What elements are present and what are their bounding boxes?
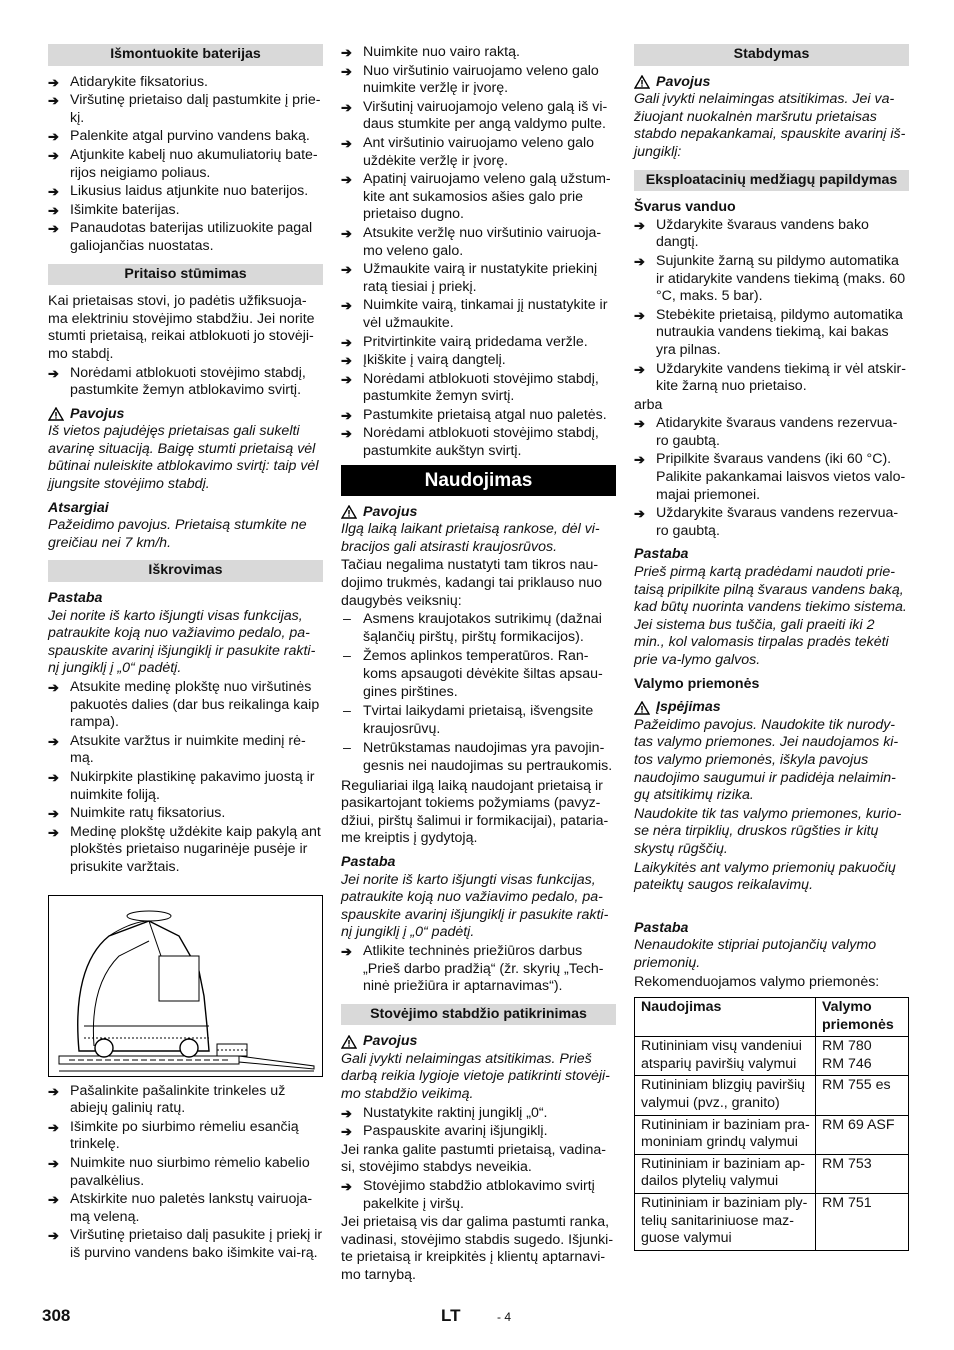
- note-text: Jei norite iš karto išjungti visas funkcijas, patraukite koją nuo važiavimo pedalo, pa-spauskite avarinį išjungiklį ir pasukite rakti-nį jungiklį į „0“ padėtį.: [341, 871, 609, 941]
- page-suffix-text: - 4: [497, 1310, 512, 1324]
- fresh-water-heading: Švarus vanduo: [634, 199, 736, 216]
- list-item: ➔ Pašalinkite pašalinkite trinkeles už abiejų galinių ratų.: [48, 1083, 323, 1118]
- list-item: ➔ Atjunkite kabelį nuo akumuliatorių bate-rijos neigiamo poliaus.: [48, 147, 323, 182]
- list-item: ➔ Apatinį vairuojamo veleno galą užstum-kite ant sukamosios ašies galo prie prietaiso dugno.: [341, 171, 616, 224]
- page-number: 308: [42, 1306, 71, 1325]
- list-item: ➔ Nuimkite nuo vairo raktą.: [341, 44, 616, 62]
- list-item: ➔ Pripilkite švaraus vandens (iki 60 °C). Palikite pakankamai laisvos vietos valo-majai priemonei.: [634, 451, 909, 504]
- caution-text: Pažeidimo pavojus. Prietaisą stumkite ne greičiau nei 7 km/h.: [48, 517, 307, 551]
- foam-note-text: Nenaudokite stipriai putojančių valymo priemonių.: [634, 937, 877, 971]
- brake-steps: [341, 1105, 616, 1141]
- list-item: – Asmens kraujotakos sutrikimų (dažnai šąlančių pirštų, pirštų formikacijos).: [341, 611, 616, 646]
- detergent-warning-1: Pažeidimo pavojus. Naudokite tik nurody-tas valymo priemones. Jei naudojamos ki-tos valymo priemonės, iškyla pavojus naudojimo saugumui ir padidėja nelaimin-gų atsitikimų rizika.: [634, 716, 899, 804]
- column-left: [48, 44, 323, 1263]
- brake-danger-text: Gali įvykti nelaimingas atsitikimas. Prieš darbą reikia lygioje vietoje patikrinti stovėji-mo stabdžio veikimą.: [341, 1050, 610, 1103]
- section-title-brake-check: Stovėjimo stabdžio patikrinimas: [341, 1004, 616, 1026]
- list-item: – Netrūkstamas naudojimas yra pavojin-gesnis nei naudojimas su pertraukomis.: [341, 740, 616, 775]
- section-title-pushing: Pritaiso stūmimas: [48, 264, 323, 286]
- danger-heading-3: [341, 1033, 616, 1051]
- warning-triangle-icon: [341, 1035, 357, 1049]
- danger-text: Iš vietos pajudėjęs prietaisas gali sukelti avarinę situaciją. Baigę stumti prietaisą vėl būtinai nuleiskite atblokavimo svirtį: taip vėl įjungsite stovėjimo stabdį.: [48, 423, 319, 493]
- table-row: [635, 1076, 909, 1115]
- note-label: Pastaba: [634, 919, 689, 936]
- detergents-heading: Valymo priemonės: [634, 675, 760, 692]
- brake-steps-2: [341, 1178, 616, 1213]
- list-item: ➔ Išimkite baterijas.: [48, 202, 323, 220]
- section-title-braking: Stabdymas: [634, 44, 909, 66]
- table-cell-detergent: RM 751: [816, 1194, 909, 1251]
- list-item: ➔ Viršutinę prietaiso dalį pastumkite į prie-kį.: [48, 92, 323, 127]
- list-item: ➔ Atidarykite švaraus vandens rezervua-ro gaubtą.: [634, 415, 909, 450]
- brake-text-2: Jei prietaisą vis dar galima pastumti ranka, vadinasi, stovėjimo stabdis sugedo. Išjunki-te prietaisą ir kreipkitės į klientų aptarnavi-mo tarnybą.: [341, 1214, 614, 1283]
- warning-triangle-icon: [341, 505, 357, 519]
- column-right: [634, 44, 909, 1251]
- table-cell-usage: Rutininiam visų vandeniui atsparių paviršių valymui: [635, 1037, 816, 1076]
- detergent-warning-2: Naudokite tik tas valymo priemones, kurio-se nėra tirpiklių, druskos rūgšties ir kitų skystų rūgščių.: [634, 805, 902, 857]
- list-item: ➔ Atsukite varžtus ir nuimkite medinį rė-mą.: [48, 733, 323, 768]
- list-item: ➔ Atlikite techninės priežiūros darbus „Prieš darbo pradžią“ (žr. skyrių „Tech-ninė priežiūra ir aptarnavimas“).: [341, 943, 616, 996]
- list-item: ➔ Nukirpkite plastikinę pakavimo juostą ir nuimkite foliją.: [48, 769, 323, 804]
- table-row: [635, 1115, 909, 1154]
- remove-batteries-steps: [48, 74, 323, 256]
- list-item: ➔ Išimkite po siurbimo rėmeliu esančią trinkelę.: [48, 1119, 323, 1154]
- warning-label: Įspėjimas: [656, 699, 721, 716]
- unloading-steps-2: [48, 1083, 323, 1263]
- table-cell-detergent: RM 755 es: [816, 1076, 909, 1115]
- vibration-warning-text: Ilgą laiką laikant prietaisą rankose, dėl vi-bracijos gali atsirasti kraujosrūvos.: [341, 521, 600, 555]
- warning-triangle-icon: [634, 75, 650, 89]
- list-item: ➔ Atskirkite nuo paletės lankstų vairuoja-mą veleną.: [48, 1191, 323, 1226]
- factors-list: [341, 611, 616, 775]
- list-item: ➔ Nuimkite ratų fiksatorius.: [48, 805, 323, 823]
- table-cell-usage: Rutininiam blizgių paviršių valymui (pvz., granito): [635, 1076, 816, 1115]
- table-row: [635, 1194, 909, 1251]
- table-cell-detergent: RM 753: [816, 1154, 909, 1193]
- list-item: ➔ Pastumkite prietaisą atgal nuo paletės.: [341, 407, 616, 425]
- danger-label: Pavojus: [656, 73, 711, 90]
- recommended-detergents-text: Rekomenduojamos valymo priemonės:: [634, 973, 880, 990]
- danger-heading-4: [634, 74, 909, 92]
- list-item: ➔ Įkiškite į vairą dangtelį.: [341, 352, 616, 370]
- table-cell-usage: Rutininiam ir baziniam pra-moniniam grindų valymui: [635, 1115, 816, 1154]
- column-middle: [341, 44, 616, 1286]
- caution-label: Atsargiai: [48, 499, 109, 516]
- maintenance-steps: [341, 943, 616, 996]
- note-label: Pastaba: [341, 853, 396, 870]
- list-item: ➔ Atsukite veržlę nuo viršutinio vairuoja-mo veleno galo.: [341, 225, 616, 260]
- list-item: ➔ Stebėkite prietaisą, pildymo automatika nutraukia vandens tiekimą, kai bakas yra pilnas.: [634, 307, 909, 360]
- list-item: ➔ Viršutinį vairuojamojo veleno galą iš vi-daus stumkite per angą valdymo pulte.: [341, 99, 616, 134]
- list-item: ➔ Stovėjimo stabdžio atblokavimo svirtį pakelkite į viršų.: [341, 1178, 616, 1213]
- list-item: ➔ Uždarykite švaraus vandens bako dangtį.: [634, 217, 909, 252]
- table-cell-usage: Rutininiam ir baziniam ap-dailos plytelių valymui: [635, 1154, 816, 1193]
- list-item: ➔ Sujunkite žarną su pildymo automatika ir atidarykite vandens tiekimą (maks. 60 °C, maks. 5 bar).: [634, 253, 909, 306]
- list-item: ➔ Norėdami atblokuoti stovėjimo stabdį, pastumkite žemyn atblokavimo svirtį.: [48, 365, 323, 400]
- table-cell-usage: Rutininiam ir baziniam ply-telių sanitariniuose maz-guose valymui: [635, 1194, 816, 1251]
- page-suffix: [497, 1307, 511, 1327]
- table-body: [635, 1037, 909, 1251]
- section-title-unloading: Iškrovimas: [48, 560, 323, 582]
- pushing-text: Kai prietaisas stovi, jo padėtis užfiksuoja-ma elektriniu stovėjimo stabdžiu. Jei norite stumti prietaisą, reikai atblokuoti jo stovėji-mo stabdį.: [48, 293, 315, 362]
- doctor-text: Reguliariai ilgą laiką naudojant prietaisą ir pasikartojant tokiems požymiams (pavyz-džiui, pirštų šalimui ir formikacijai), patariа-me kreiptis į gydytoją.: [341, 777, 609, 847]
- list-item: ➔ Uždarykite vandens tiekimą ir vėl atskir-kite žarną nuo prietaiso.: [634, 361, 909, 396]
- list-item: ➔ Norėdami atblokuoti stovėjimo stabdį, pastumkite žemyn svirtį.: [341, 371, 616, 406]
- table-cell-detergent: RM 69 ASF: [816, 1115, 909, 1154]
- section-title-remove-batteries: Išmontuokite baterijas: [48, 44, 323, 66]
- main-title-operation: Naudojimas: [341, 465, 616, 496]
- note-text: Jei norite iš karto išjungti visas funkcijas, patraukite koją nuo važiavimo pedalo, pa-spauskite avarinį išjungiklį ir pasukite rakti-nį jungiklį į „0“ padėtį.: [48, 607, 316, 677]
- list-item: ➔ Uždarykite švaraus vandens rezervua-ro gaubtą.: [634, 505, 909, 540]
- list-item: – Žemos aplinkos temperatūros. Ran-koms apsaugoti dėvėkite šiltas apsau-gines pirštines.: [341, 648, 616, 701]
- list-item: ➔ Užmaukite vairą ir nustatykite priekinį ratą tiesiai į priekį.: [341, 261, 616, 296]
- list-item: ➔ Viršutinę prietaiso dalį pasukite į priekį ir iš purvino vandens bako išimkite vai-rą.: [48, 1227, 323, 1262]
- list-item: ➔ Norėdami atblokuoti stovėjimo stabdį, pastumkite aukštyn svirtį.: [341, 425, 616, 460]
- section-title-refill: Eksploatacinių medžiagų papildymas: [634, 170, 909, 192]
- list-item: ➔ Likusius laidus atjunkite nuo baterijos.: [48, 183, 323, 201]
- list-item: ➔ Panaudotas baterijas utilizuokite pagal galiojančias nuostatas.: [48, 220, 323, 255]
- table-header-row: [635, 998, 909, 1037]
- list-item: – Tvirtai laikydami prietaisą, išvengsite kraujosrūvų.: [341, 703, 616, 738]
- steering-steps: [341, 44, 616, 461]
- fresh-water-steps-2: [634, 415, 909, 540]
- warning-triangle-icon: [634, 701, 650, 715]
- note-label: Pastaba: [634, 546, 689, 563]
- danger-label: Pavojus: [70, 405, 125, 422]
- brake-text: Jei ranka galite pastumti prietaisą, vadina-si, stovėjimo stabdys neveikia.: [341, 1141, 606, 1176]
- danger-heading: [48, 406, 323, 424]
- note-label: Pastaba: [48, 590, 103, 607]
- table-header-detergent: Valymo priemonės: [816, 998, 909, 1037]
- or-text: arba: [634, 396, 663, 413]
- list-item: ➔ Pritvirtinkite vairą pridedama veržle.: [341, 334, 616, 352]
- pushing-steps: [48, 365, 323, 400]
- table-cell-detergent: RM 780 RM 746: [816, 1037, 909, 1076]
- danger-label: Pavojus: [363, 1033, 418, 1050]
- warning-triangle-icon: [48, 407, 64, 421]
- scrubber-drawing: [49, 896, 322, 1076]
- duration-text: Tačiau negalima nustatyti tam tikros nau-dojimo trukmės, kadangi tai priklauso nuo daugybės veiksnių:: [341, 557, 603, 609]
- table-row: [635, 1037, 909, 1076]
- list-item: ➔ Nuo viršutinio vairuojamo veleno galo nuimkite veržlę ir įvorę.: [341, 63, 616, 98]
- warning-heading: [634, 699, 909, 717]
- detergent-warning-3: Laikykitės ant valymo priemonių pakuočių pateiktų saugos reikalavimų.: [634, 859, 896, 894]
- list-item: ➔ Nuimkite nuo siurbimo rėmelio kabelio pavalkėlius.: [48, 1155, 323, 1190]
- danger-heading-2: [341, 504, 616, 522]
- braking-danger-text: Gali įvykti nelaimingas atsitikimas. Jei va-žiuojant nuokalnėn maršrutu prietaisas stabdo nepakankamai, spauskite avarinį iš-jungiklį:: [634, 91, 906, 160]
- unloading-steps: [48, 679, 323, 877]
- fresh-water-steps: [634, 217, 909, 396]
- list-item: ➔ Medinę plokštę uždėkite kaip pakylą ant plokštės prietaiso nugarinėje pusėje ir prisukite varžtais.: [48, 824, 323, 877]
- language-code: LT: [441, 1306, 461, 1325]
- list-item: ➔ Palenkite atgal purvino vandens baką.: [48, 128, 323, 146]
- first-use-note-text: Prieš pirmą kartą pradėdami naudoti prie-taisą pripilkite pilną švaraus vandens baką, kad būtų nuorinta vandens tiekimo sistema. Jei sistema bus tuščia, gali praeiti iki 2 min., kol valomasis tirpalas pradės tekėti prie va-lymo galvos.: [634, 564, 907, 668]
- list-item: ➔ Paspauskite avarinį išjungiklį.: [341, 1123, 616, 1141]
- list-item: ➔ Nuimkite vairą, tinkamai jį nustatykite ir vėl užmaukite.: [341, 297, 616, 332]
- list-item: ➔ Atidarykite fiksatorius.: [48, 74, 323, 92]
- list-item: ➔ Ant viršutinio vairuojamo veleno galo uždėkite veržlę ir įvorę.: [341, 135, 616, 170]
- list-item: ➔ Nustatykite raktinį jungiklį „0“.: [341, 1105, 616, 1123]
- table-row: [635, 1154, 909, 1193]
- table-header-usage: Naudojimas: [635, 998, 816, 1037]
- machine-on-pallet-illustration: [48, 895, 323, 1077]
- detergents-table: [634, 997, 909, 1251]
- list-item: ➔ Atsukite medinę plokštę nuo viršutinės pakuotės dalies (dar bus reikalinga kaip rampa).: [48, 679, 323, 732]
- danger-label: Pavojus: [363, 503, 418, 520]
